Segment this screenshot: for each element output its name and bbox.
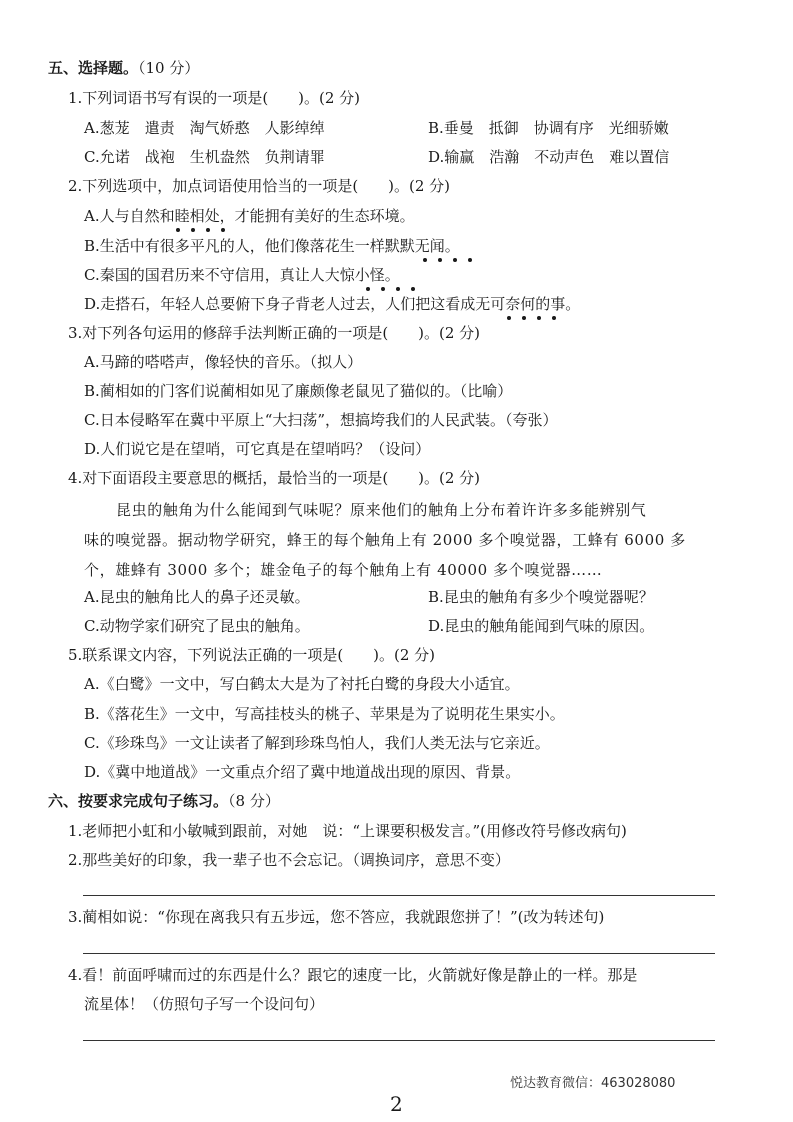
- q4-option-b[interactable]: B.昆虫的触角有多少个嗅觉器呢？: [428, 588, 654, 606]
- emphasis-dot: [191, 228, 195, 232]
- q4-option-a[interactable]: A.昆虫的触角比人的鼻子还灵敏。: [84, 588, 310, 606]
- section-5-title: 五、选择题。: [48, 59, 139, 77]
- q2-stem: 2.下列选项中，加点词语使用恰当的一项是( )。(2 分): [68, 177, 451, 195]
- q5-stem: 5.联系课文内容，下列说法正确的一项是( )。(2 分): [68, 646, 436, 664]
- q2-option-c[interactable]: C.秦国的国君历来不守信用，真让人大惊小怪。: [84, 266, 400, 284]
- emphasis-dot: [176, 228, 180, 232]
- q5-option-c[interactable]: C.《珍珠鸟》一文让读者了解到珍珠鸟怕人，我们人类无法与它亲近。: [84, 734, 550, 752]
- s6-q4-line-2: 流星体！（仿照句子写一个设问句）: [84, 995, 325, 1013]
- emphasis-dot: [537, 316, 541, 320]
- q5-option-a[interactable]: A.《白鹭》一文中，写白鹤太大是为了衬托白鹭的身段大小适宜。: [84, 675, 520, 693]
- s6-q1: 1.老师把小虹和小敏喊到跟前，对她 说：“上课要积极发言。”(用修改符号修改病句): [68, 822, 627, 840]
- s6-q4-line-1: 4.看！前面呼啸而过的东西是什么？跟它的速度一比，火箭就好像是静止的一样。那是: [68, 966, 638, 984]
- emphasis-dot: [381, 287, 385, 291]
- q1-option-c[interactable]: C.允诺 战袍 生机盎然 负荆请罪: [84, 148, 325, 166]
- q1-option-a[interactable]: A.葱茏 遣责 淘气娇憨 人影绰绰: [84, 119, 325, 137]
- q5-option-d[interactable]: D.《冀中地道战》一文重点介绍了冀中地道战出现的原因、背景。: [84, 763, 521, 781]
- s6-q2: 2.那些美好的印象，我一辈子也不会忘记。（调换词序，意思不变）: [68, 851, 510, 869]
- q2-option-a[interactable]: A.人与自然和睦相处，才能拥有美好的生态环境。: [84, 207, 415, 225]
- q3-option-a[interactable]: A.马蹄的嗒嗒声，像轻快的音乐。（拟人）: [84, 353, 363, 371]
- q1-option-d[interactable]: D.输赢 浩瀚 不动声色 难以置信: [428, 148, 670, 166]
- section-5-heading: [48, 58, 199, 78]
- emphasis-dot: [522, 316, 526, 320]
- section-6-heading: [48, 791, 280, 811]
- q5-option-b[interactable]: B.《落花生》一文中，写高挂枝头的桃子、苹果是为了说明花生果实小。: [84, 705, 565, 723]
- emphasis-dot: [366, 287, 370, 291]
- s6-q3: 3.蔺相如说：“你现在离我只有五步远，您不答应，我就跟您拼了！”(改为转述句): [68, 908, 605, 926]
- wechat-footer: 悦达教育微信：463028080: [510, 1076, 676, 1091]
- q4-passage-line-2: 味的嗅觉器。据动物学研究，蜂王的每个触角上有 2000 多个嗅觉器，工蜂有 6000 多: [84, 531, 686, 549]
- emphasis-dot: [206, 228, 210, 232]
- answer-line-q4[interactable]: [83, 1040, 715, 1041]
- answer-line-q2[interactable]: [83, 895, 715, 896]
- q4-option-c[interactable]: C.动物学家们研究了昆虫的触角。: [84, 617, 310, 635]
- emphasis-dot: [396, 287, 400, 291]
- emphasis-dot: [438, 258, 442, 262]
- emphasis-dot: [552, 316, 556, 320]
- page-number: 2: [390, 1092, 403, 1116]
- q2-option-d[interactable]: D.走搭石，年轻人总要俯下身子背老人过去，人们把这看成无可奈何的事。: [84, 295, 581, 313]
- q4-option-d[interactable]: D.昆虫的触角能闻到气味的原因。: [428, 617, 655, 635]
- emphasis-dot: [221, 228, 225, 232]
- answer-line-q3[interactable]: [83, 953, 715, 954]
- q1-stem: 1.下列词语书写有误的一项是( )。(2 分): [68, 89, 361, 107]
- emphasis-dot: [453, 258, 457, 262]
- section-6-title: 六、按要求完成句子练习。: [48, 792, 229, 810]
- q4-passage-line-3: 个，雄蜂有 3000 多个；雄金龟子的每个触角上有 40000 多个嗅觉器……: [84, 561, 603, 579]
- emphasis-dot: [411, 287, 415, 291]
- q3-option-d[interactable]: D.人们说它是在望哨，可它真是在望哨吗？（设问）: [84, 440, 431, 458]
- section-5-points: （10 分）: [138, 59, 200, 77]
- section-6-points: （8 分）: [228, 792, 280, 810]
- q2-option-b[interactable]: B.生活中有很多平凡的人，他们像落花生一样默默无闻。: [84, 237, 460, 255]
- q4-stem: 4.对下面语段主要意思的概括，最恰当的一项是( )。(2 分): [68, 469, 481, 487]
- q4-passage-line-1: 昆虫的触角为什么能闻到气味呢？原来他们的触角上分布着许许多多能辨别气: [116, 501, 647, 519]
- q3-option-c[interactable]: C.日本侵略军在冀中平原上“大扫荡”，想搞垮我们的人民武装。（夸张）: [84, 411, 558, 429]
- q3-option-b[interactable]: B.蔺相如的门客们说蔺相如见了廉颇像老鼠见了猫似的。（比喻）: [84, 382, 513, 400]
- emphasis-dot: [507, 316, 511, 320]
- emphasis-dot: [423, 258, 427, 262]
- q3-stem: 3.对下列各句运用的修辞手法判断正确的一项是( )。(2 分): [68, 324, 481, 342]
- emphasis-dot: [468, 258, 472, 262]
- q1-option-b[interactable]: B.垂曼 抵御 协调有序 光细骄嫩: [428, 119, 669, 137]
